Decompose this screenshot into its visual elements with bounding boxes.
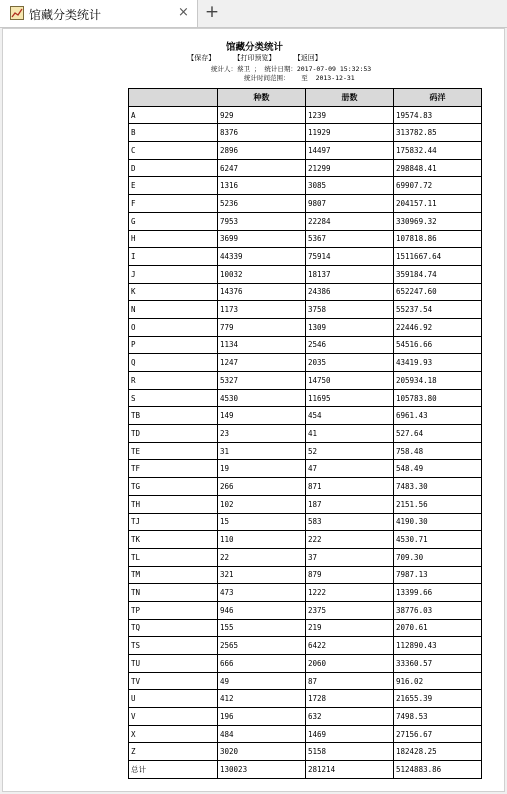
cell-volumes: 9807	[306, 195, 394, 213]
table-row	[129, 195, 482, 213]
cell-value: 27156.67	[394, 725, 482, 743]
cell-volumes: 11929	[306, 124, 394, 142]
cell-value: 38776.03	[394, 601, 482, 619]
cell-value: 55237.54	[394, 301, 482, 319]
cell-value: 652247.60	[394, 283, 482, 301]
table-row	[129, 407, 482, 425]
cell-volumes: 24386	[306, 283, 394, 301]
cell-titles: 155	[218, 619, 306, 637]
cell-value: 22446.92	[394, 318, 482, 336]
cell-category: TV	[129, 672, 218, 690]
cell-volumes: 219	[306, 619, 394, 637]
cell-category: TL	[129, 548, 218, 566]
cell-category: TE	[129, 442, 218, 460]
report-actions	[3, 53, 506, 63]
cell-value: 758.48	[394, 442, 482, 460]
cell-volumes: 87	[306, 672, 394, 690]
cell-titles: 5327	[218, 372, 306, 390]
cell-category: TQ	[129, 619, 218, 637]
cell-volumes: 75914	[306, 248, 394, 266]
cell-volumes: 37	[306, 548, 394, 566]
cell-value: 4190.30	[394, 513, 482, 531]
cell-value: 54516.66	[394, 336, 482, 354]
cell-titles: 1134	[218, 336, 306, 354]
cell-volumes: 41	[306, 425, 394, 443]
cell-category: TN	[129, 584, 218, 602]
cell-volumes: 5158	[306, 743, 394, 761]
cell-titles: 929	[218, 106, 306, 124]
cell-value: 1511667.64	[394, 248, 482, 266]
cell-value: 21655.39	[394, 690, 482, 708]
cell-volumes: 871	[306, 478, 394, 496]
cell-category: TH	[129, 495, 218, 513]
table-row	[129, 531, 482, 549]
cell-titles: 1173	[218, 301, 306, 319]
cell-titles: 2896	[218, 142, 306, 160]
table-row	[129, 708, 482, 726]
table-header-row	[129, 89, 482, 107]
table-row	[129, 142, 482, 160]
cell-value: 7987.13	[394, 566, 482, 584]
cell-value: 7483.30	[394, 478, 482, 496]
table-row	[129, 336, 482, 354]
table-row	[129, 318, 482, 336]
cell-titles: 2565	[218, 637, 306, 655]
cell-titles: 946	[218, 601, 306, 619]
cell-titles: 7953	[218, 212, 306, 230]
cell-titles: 6247	[218, 159, 306, 177]
table-row	[129, 460, 482, 478]
cell-category: J	[129, 265, 218, 283]
cell-volumes: 18137	[306, 265, 394, 283]
cell-volumes: 222	[306, 531, 394, 549]
tab-title: 馆藏分类统计	[29, 8, 102, 22]
cell-value: 33360.57	[394, 655, 482, 673]
header-titles: 种数	[218, 89, 306, 107]
table-row	[129, 442, 482, 460]
new-tab-button[interactable]: +	[204, 2, 220, 22]
cell-volumes: 281214	[306, 761, 394, 779]
table-row	[129, 478, 482, 496]
cell-category: TB	[129, 407, 218, 425]
cell-value: 6961.43	[394, 407, 482, 425]
report-title: 馆藏分类统计	[225, 42, 283, 53]
cell-category: O	[129, 318, 218, 336]
cell-value: 2070.61	[394, 619, 482, 637]
table-row	[129, 761, 482, 779]
cell-titles: 8376	[218, 124, 306, 142]
cell-category: TU	[129, 655, 218, 673]
table-row	[129, 548, 482, 566]
cell-category: K	[129, 283, 218, 301]
table-row	[129, 372, 482, 390]
cell-category: TD	[129, 425, 218, 443]
tab-library-stats[interactable]	[0, 0, 198, 27]
cell-titles: 266	[218, 478, 306, 496]
cell-category: TJ	[129, 513, 218, 531]
report-meta-range: 统计时间范围： 至 2013-12-31	[244, 74, 355, 82]
table-row	[129, 743, 482, 761]
table-row	[129, 283, 482, 301]
cell-category: Z	[129, 743, 218, 761]
table-row	[129, 301, 482, 319]
cell-category: F	[129, 195, 218, 213]
cell-volumes: 632	[306, 708, 394, 726]
cell-volumes: 22284	[306, 212, 394, 230]
cell-volumes: 5367	[306, 230, 394, 248]
table-row	[129, 584, 482, 602]
cell-volumes: 3085	[306, 177, 394, 195]
cell-category: TF	[129, 460, 218, 478]
table-row	[129, 495, 482, 513]
header-volumes: 册数	[306, 89, 394, 107]
table-row	[129, 159, 482, 177]
tab-bar	[0, 0, 507, 28]
cell-volumes: 52	[306, 442, 394, 460]
cell-value: 107818.86	[394, 230, 482, 248]
cell-category: TG	[129, 478, 218, 496]
header-value: 码洋	[394, 89, 482, 107]
cell-category: P	[129, 336, 218, 354]
cell-titles: 130023	[218, 761, 306, 779]
table-row	[129, 725, 482, 743]
table-row	[129, 637, 482, 655]
cell-value: 175832.44	[394, 142, 482, 160]
cell-titles: 473	[218, 584, 306, 602]
table-row	[129, 212, 482, 230]
cell-titles: 15	[218, 513, 306, 531]
cell-titles: 31	[218, 442, 306, 460]
cell-value: 112890.43	[394, 637, 482, 655]
cell-value: 548.49	[394, 460, 482, 478]
cell-value: 4530.71	[394, 531, 482, 549]
table-row	[129, 425, 482, 443]
close-icon[interactable]: ×	[178, 5, 189, 20]
cell-category: I	[129, 248, 218, 266]
cell-titles: 484	[218, 725, 306, 743]
table-row	[129, 106, 482, 124]
cell-category: X	[129, 725, 218, 743]
cell-volumes: 21299	[306, 159, 394, 177]
table-row	[129, 619, 482, 637]
cell-value: 182428.25	[394, 743, 482, 761]
table-row	[129, 566, 482, 584]
cell-category: D	[129, 159, 218, 177]
cell-category: TM	[129, 566, 218, 584]
table-body	[129, 106, 482, 778]
table-row	[129, 655, 482, 673]
table-row	[129, 389, 482, 407]
cell-titles: 23	[218, 425, 306, 443]
cell-titles: 1247	[218, 354, 306, 372]
cell-titles: 102	[218, 495, 306, 513]
cell-value: 43419.93	[394, 354, 482, 372]
cell-volumes: 879	[306, 566, 394, 584]
cell-titles: 10032	[218, 265, 306, 283]
table-row	[129, 177, 482, 195]
print-preview-link[interactable]: 【打印预览】	[233, 54, 276, 62]
cell-titles: 22	[218, 548, 306, 566]
report-meta-user-date: 统计人：蔡卫 ； 统计日期：2017-07-09 15:32:53	[211, 65, 372, 73]
cell-titles: 49	[218, 672, 306, 690]
cell-titles: 3699	[218, 230, 306, 248]
cell-volumes: 454	[306, 407, 394, 425]
cell-volumes: 2060	[306, 655, 394, 673]
cell-volumes: 14497	[306, 142, 394, 160]
cell-volumes: 14750	[306, 372, 394, 390]
cell-category: C	[129, 142, 218, 160]
header-category	[129, 89, 218, 107]
table-row	[129, 513, 482, 531]
cell-volumes: 1469	[306, 725, 394, 743]
cell-value: 298848.41	[394, 159, 482, 177]
cell-volumes: 2035	[306, 354, 394, 372]
cell-category: N	[129, 301, 218, 319]
cell-value: 359184.74	[394, 265, 482, 283]
cell-titles: 19	[218, 460, 306, 478]
cell-titles: 666	[218, 655, 306, 673]
cell-category: G	[129, 212, 218, 230]
page-icon	[10, 6, 24, 20]
cell-value: 2151.56	[394, 495, 482, 513]
table-row	[129, 690, 482, 708]
cell-value: 204157.11	[394, 195, 482, 213]
cell-volumes: 1239	[306, 106, 394, 124]
table-row	[129, 672, 482, 690]
cell-value: 5124883.86	[394, 761, 482, 779]
table-row	[129, 248, 482, 266]
cell-titles: 4530	[218, 389, 306, 407]
table-row	[129, 124, 482, 142]
save-link[interactable]: 【保存】	[187, 54, 216, 62]
cell-titles: 3020	[218, 743, 306, 761]
table-row	[129, 354, 482, 372]
cell-category: Q	[129, 354, 218, 372]
cell-value: 19574.83	[394, 106, 482, 124]
cell-value: 7498.53	[394, 708, 482, 726]
cell-volumes: 47	[306, 460, 394, 478]
cell-value: 69907.72	[394, 177, 482, 195]
cell-value: 330969.32	[394, 212, 482, 230]
cell-category: U	[129, 690, 218, 708]
cell-volumes: 3758	[306, 301, 394, 319]
table-row	[129, 601, 482, 619]
cell-titles: 321	[218, 566, 306, 584]
cell-titles: 149	[218, 407, 306, 425]
cell-volumes: 2375	[306, 601, 394, 619]
report-page	[2, 28, 505, 792]
cell-value: 709.30	[394, 548, 482, 566]
cell-value: 205934.18	[394, 372, 482, 390]
cell-category: TP	[129, 601, 218, 619]
cell-titles: 1316	[218, 177, 306, 195]
cell-titles: 14376	[218, 283, 306, 301]
cell-category: B	[129, 124, 218, 142]
cell-volumes: 6422	[306, 637, 394, 655]
cell-value: 105783.80	[394, 389, 482, 407]
cell-value: 313782.85	[394, 124, 482, 142]
cell-category: S	[129, 389, 218, 407]
cell-titles: 110	[218, 531, 306, 549]
cell-category: H	[129, 230, 218, 248]
cell-category: TS	[129, 637, 218, 655]
cell-category: E	[129, 177, 218, 195]
cell-titles: 5236	[218, 195, 306, 213]
cell-volumes: 1309	[306, 318, 394, 336]
stats-table	[128, 88, 482, 779]
cell-volumes: 2546	[306, 336, 394, 354]
cell-titles: 412	[218, 690, 306, 708]
cell-volumes: 187	[306, 495, 394, 513]
cell-titles: 44339	[218, 248, 306, 266]
cell-volumes: 583	[306, 513, 394, 531]
back-link[interactable]: 【返回】	[293, 54, 322, 62]
cell-category: R	[129, 372, 218, 390]
table-row	[129, 230, 482, 248]
table-row	[129, 265, 482, 283]
cell-volumes: 1728	[306, 690, 394, 708]
cell-titles: 779	[218, 318, 306, 336]
cell-category: A	[129, 106, 218, 124]
cell-titles: 196	[218, 708, 306, 726]
cell-value: 13399.66	[394, 584, 482, 602]
cell-category: TK	[129, 531, 218, 549]
cell-category: 总计	[129, 761, 218, 779]
cell-volumes: 11695	[306, 389, 394, 407]
cell-volumes: 1222	[306, 584, 394, 602]
cell-value: 527.64	[394, 425, 482, 443]
cell-category: V	[129, 708, 218, 726]
cell-value: 916.02	[394, 672, 482, 690]
